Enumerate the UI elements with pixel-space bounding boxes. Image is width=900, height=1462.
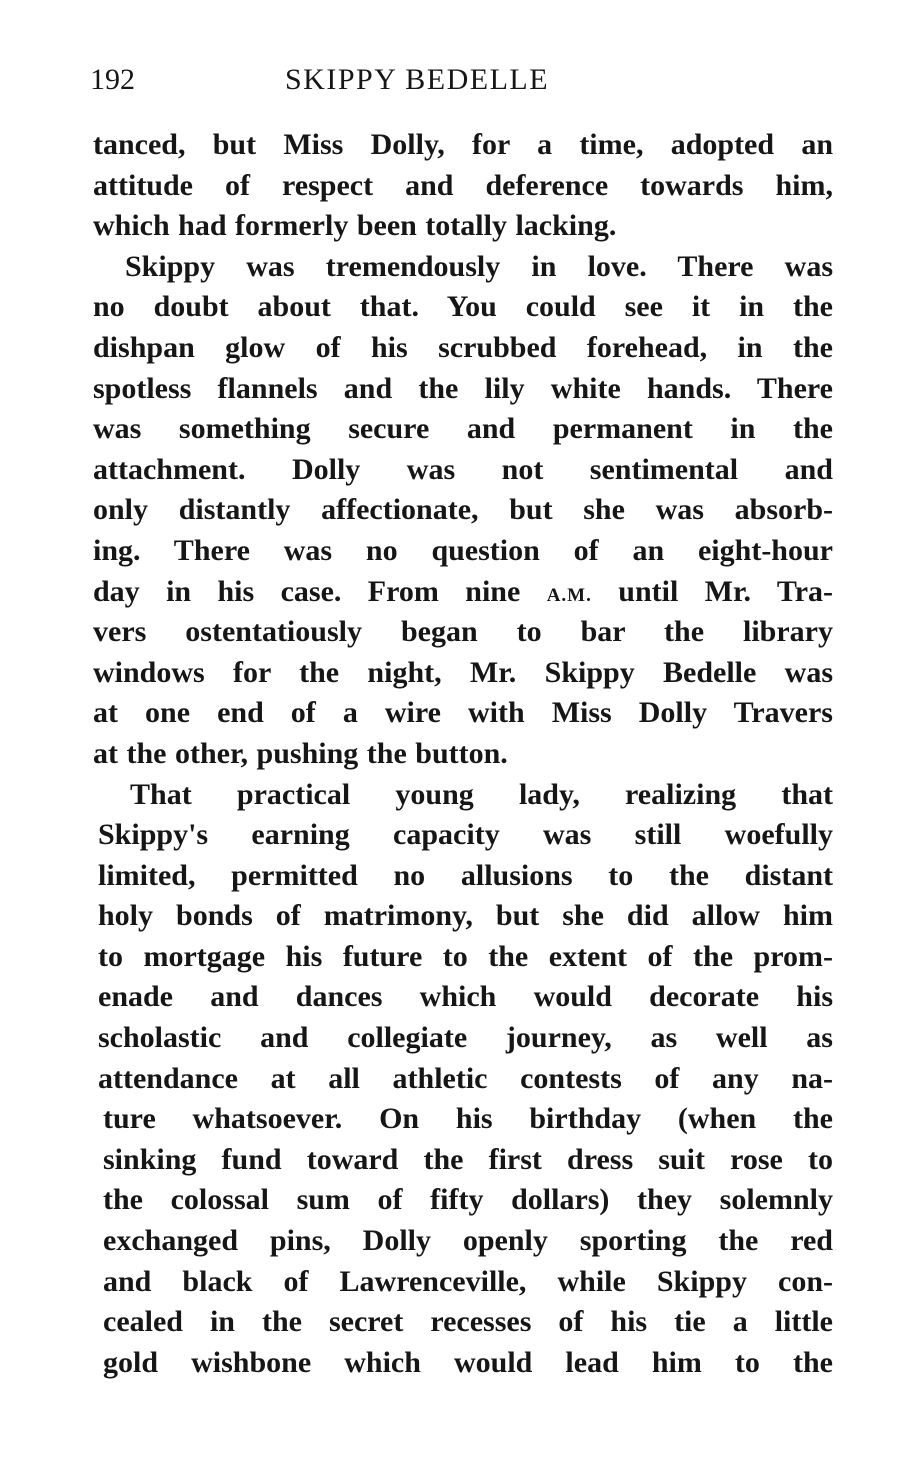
page-number: 192 bbox=[90, 63, 135, 96]
text-line: sinking fund toward the first dress suit rose to bbox=[103, 1142, 833, 1176]
paragraph-first-line: Skippy was tremendously in love. There was bbox=[125, 249, 833, 283]
small-caps-abbreviation: A.M. bbox=[546, 584, 592, 606]
body-text bbox=[93, 125, 833, 1383]
text-line: day in his case. From nine A.M. until Mr. Tra- bbox=[93, 574, 833, 608]
text-line: was something secure and permanent in the bbox=[93, 412, 833, 446]
text-line: at one end of a wire with Miss Dolly Travers bbox=[93, 696, 833, 730]
text-line: at the other, pushing the button. bbox=[93, 736, 508, 770]
text-line: vers ostentatiously began to bar the library bbox=[93, 615, 833, 649]
text-line: holy bonds of matrimony, but she did allow him bbox=[98, 899, 833, 933]
text-line: attendance at all athletic contests of any na- bbox=[98, 1061, 833, 1095]
text-line: tanced, but Miss Dolly, for a time, adopted an bbox=[93, 128, 833, 161]
paragraph-first-line: That practical young lady, realizing that bbox=[130, 777, 833, 811]
text-line: enade and dances which would decorate his bbox=[98, 980, 833, 1014]
text-line: and black of Lawrenceville, while Skippy con- bbox=[103, 1264, 833, 1298]
text-line: limited, permitted no allusions to the distant bbox=[98, 858, 833, 892]
running-head bbox=[90, 60, 830, 100]
text-line: attitude of respect and deference towards him, bbox=[93, 168, 833, 202]
running-title: SKIPPY BEDELLE bbox=[285, 63, 550, 96]
text-line: exchanged pins, Dolly openly sporting the red bbox=[103, 1224, 833, 1258]
text-line: which had formerly been totally lacking. bbox=[93, 209, 617, 243]
text-line: only distantly affectionate, but she was absorb- bbox=[93, 493, 833, 527]
text-line: scholastic and collegiate journey, as well as bbox=[98, 1021, 833, 1055]
text-line: attachment. Dolly was not sentimental and bbox=[93, 452, 833, 486]
text-line: spotless flannels and the lily white hands. There bbox=[93, 371, 833, 405]
text-line: gold wishbone which would lead him to the bbox=[103, 1345, 833, 1379]
text-line: ture whatsoever. On his birthday (when the bbox=[103, 1102, 833, 1136]
text-line: cealed in the secret recesses of his tie a little bbox=[103, 1305, 833, 1339]
text-line: dishpan glow of his scrubbed forehead, in the bbox=[93, 330, 833, 364]
text-line: to mortgage his future to the extent of the prom- bbox=[98, 939, 833, 973]
text-line: Skippy's earning capacity was still woefully bbox=[98, 818, 833, 852]
text-line: windows for the night, Mr. Skippy Bedelle was bbox=[93, 655, 833, 689]
text-line: ing. There was no question of an eight-hour bbox=[93, 533, 833, 567]
text-line: the colossal sum of fifty dollars) they solemnly bbox=[103, 1183, 833, 1217]
text-line: no doubt about that. You could see it in the bbox=[93, 290, 833, 324]
